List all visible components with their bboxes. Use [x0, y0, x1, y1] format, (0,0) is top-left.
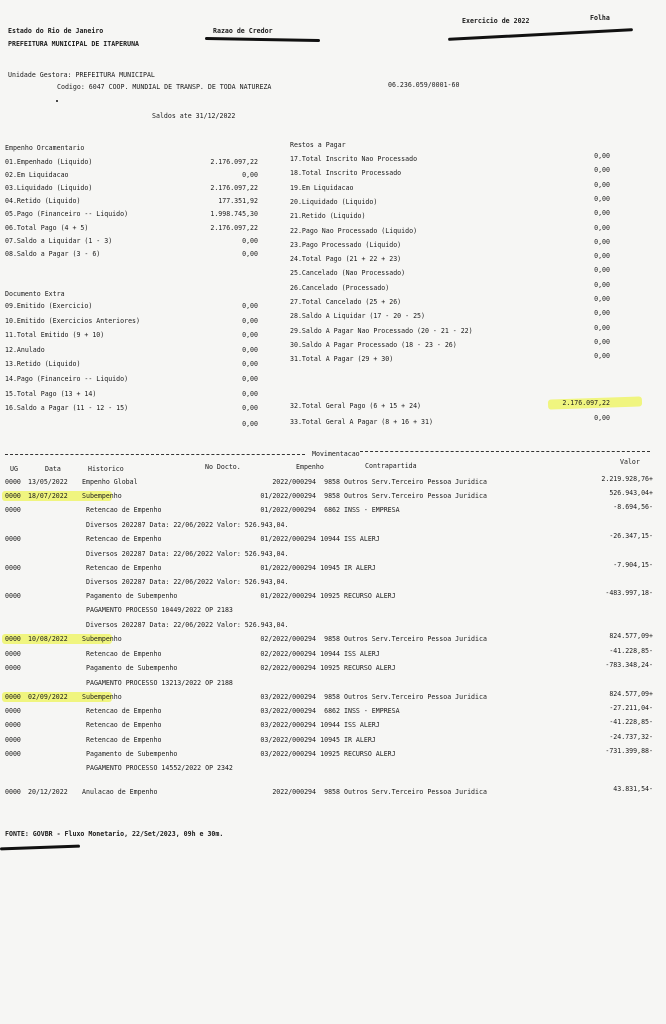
creditor-code: Codigo: 6047 COOP. MUNDIAL DE TRANSP. DE TODA NATUREZA	[57, 83, 272, 91]
restos-row-label: 29.Saldo A Pagar Nao Processado (20 - 21 - 22)	[290, 326, 473, 335]
row-valor: -483.997,18-	[605, 589, 653, 597]
row-ug: 0000	[5, 535, 21, 543]
empenho-row-value: 2.176.097,22	[210, 184, 258, 193]
row-code: 9858	[324, 492, 340, 500]
row-historico: Pagamento de Subempenho	[86, 664, 178, 672]
row-note: Diversos 202287 Data: 22/06/2022 Valor: 526.943,04.	[86, 521, 289, 529]
row-empenho: 03/2022/000294	[260, 750, 316, 758]
restos-row-value: 0,00	[594, 180, 610, 189]
col-data: Data	[45, 465, 61, 473]
empenho-row-label: 06.Total Pago (4 + 5)	[5, 223, 89, 232]
footer-stroke	[0, 845, 80, 851]
extra-row-label: 11.Total Emitido (9 + 10)	[5, 331, 105, 340]
extra-row-label: 16.Saldo a Pagar (11 - 12 - 15)	[5, 404, 129, 413]
extra-row-value: 0,00	[242, 375, 258, 383]
row-valor: 526.943,04+	[609, 489, 653, 497]
row-empenho: 02/2022/000294	[260, 664, 316, 672]
row-date: 20/12/2022	[28, 788, 68, 796]
restos-row-label: 20.Liquidado (Liquido)	[290, 197, 378, 206]
row-historico: Retencao de Empenho	[86, 721, 162, 729]
row-ug: 0000	[5, 721, 21, 729]
exercise-year: Exercicio de 2022	[462, 17, 530, 25]
signature-stroke	[205, 37, 320, 42]
row-ug: 0000	[5, 750, 21, 758]
row-note: Diversos 202287 Data: 22/06/2022 Valor: 526.943,04.	[86, 621, 289, 629]
empenho-section-title: Empenho Orcamentario	[5, 144, 85, 152]
empenho-row-value: 0,00	[242, 249, 258, 258]
col-ug: UG	[10, 465, 18, 473]
restos-row-label: 19.Em Liquidacao	[290, 183, 354, 192]
prefecture-name: PREFEITURA MUNICIPAL DE ITAPERUNA	[8, 40, 140, 48]
row-contrapartida: IR ALERJ	[344, 736, 376, 744]
row-empenho: 02/2022/000294	[260, 635, 316, 643]
row-date: 10/08/2022	[28, 635, 68, 643]
row-contrapartida: IR ALERJ	[344, 564, 376, 572]
restos-row-value: 0,00	[594, 309, 610, 318]
row-historico: Pagamento de Subempenho	[86, 750, 178, 758]
row-ug: 0000	[5, 736, 21, 744]
row-code: 10925	[320, 592, 340, 600]
row-historico: Retencao de Empenho	[86, 650, 162, 658]
empenho-row-label: 02.Em Liquidacao	[5, 171, 69, 180]
row-contrapartida: ISS ALERJ	[344, 535, 380, 543]
row-contrapartida: Outros Serv.Terceiro Pessoa Juridica	[344, 478, 487, 486]
restos-row-value: 0,00	[594, 252, 610, 261]
restos-row-label: 22.Pago Nao Processado (Liquido)	[290, 226, 418, 235]
bullet-dot	[56, 100, 58, 102]
row-empenho: 03/2022/000294	[260, 736, 316, 744]
total-pago-value: 2.176.097,22	[562, 399, 610, 407]
row-historico: Retencao de Empenho	[86, 736, 162, 744]
row-code: 6862	[324, 707, 340, 715]
extra-row-label: 10.Emitido (Exercicios Anteriores)	[5, 316, 140, 325]
row-ug: 0000	[5, 506, 21, 514]
empenho-row-value: 0,00	[242, 171, 258, 180]
row-code: 10944	[320, 535, 340, 543]
row-code: 10944	[320, 650, 340, 658]
row-valor: -7.904,15-	[613, 561, 653, 569]
row-empenho: 02/2022/000294	[260, 650, 316, 658]
row-historico: Retencao de Empenho	[86, 564, 162, 572]
restos-row-label: 26.Cancelado (Processado)	[290, 283, 390, 292]
row-ug: 0000	[5, 478, 21, 486]
empenho-row-label: 07.Saldo a Liquidar (1 - 3)	[5, 236, 113, 245]
row-code: 9858	[324, 635, 340, 643]
restos-row-value: 0,00	[594, 237, 610, 246]
restos-row-value: 0,00	[594, 323, 610, 332]
restos-row-label: 31.Total A Pagar (29 + 30)	[290, 355, 394, 364]
row-note: Diversos 202287 Data: 22/06/2022 Valor: 526.943,04.	[86, 550, 289, 558]
row-contrapartida: INSS - EMPRESA	[344, 506, 400, 514]
row-ug: 0000	[5, 707, 21, 715]
report-title: Razao de Credor	[213, 27, 273, 35]
col-valor: Valor	[620, 458, 640, 466]
row-code: 10925	[320, 750, 340, 758]
extra-row-value: 0,00	[242, 360, 258, 369]
empenho-row-label: 04.Retido (Liquido)	[5, 197, 81, 206]
restos-row-label: 28.Saldo A Liquidar (17 - 20 - 25)	[290, 312, 425, 321]
state-name: Estado do Rio de Janeiro	[8, 27, 104, 35]
row-contrapartida: Outros Serv.Terceiro Pessoa Juridica	[344, 492, 487, 500]
extra-row-value: 0,00	[242, 404, 258, 413]
row-valor: -41.228,85-	[609, 647, 653, 655]
restos-row-label: 30.Saldo A Pagar Processado (18 - 23 - 26)	[290, 340, 457, 349]
extra-last-value: 0,00	[242, 420, 258, 428]
row-ug: 0000	[5, 492, 21, 500]
row-ug: 0000	[5, 592, 21, 600]
row-contrapartida: RECURSO ALERJ	[344, 664, 396, 672]
extra-row-label: 13.Retido (Liquido)	[5, 360, 81, 369]
row-historico: Retencao de Empenho	[86, 707, 162, 715]
row-historico: Subempenho	[82, 492, 122, 500]
extra-row-value: 0,00	[242, 389, 258, 398]
empenho-row-label: 05.Pago (Financeiro -- Liquido)	[5, 210, 129, 219]
row-code: 10945	[320, 564, 340, 572]
empenho-row-value: 2.176.097,22	[210, 223, 258, 232]
row-valor: -26.347,15-	[609, 532, 653, 540]
row-code: 10944	[320, 721, 340, 729]
row-ug: 0000	[5, 693, 21, 701]
restos-row-label: 24.Total Pago (21 + 22 + 23)	[290, 255, 402, 264]
restos-row-value: 0,00	[594, 152, 610, 160]
empenho-row-label: 08.Saldo a Pagar (3 - 6)	[5, 249, 101, 258]
restos-row-label: 18.Total Inscrito Processado	[290, 169, 402, 178]
row-contrapartida: RECURSO ALERJ	[344, 592, 396, 600]
col-historico: Historico	[88, 465, 124, 473]
restos-section-title: Restos a Pagar	[290, 141, 346, 149]
row-valor: 824.577,09+	[609, 690, 653, 698]
row-valor: 824.577,09+	[609, 632, 653, 640]
row-code: 10945	[320, 736, 340, 744]
movement-title: Movimentacao	[312, 450, 360, 458]
row-empenho: 03/2022/000294	[260, 693, 316, 701]
row-ug: 0000	[5, 788, 21, 796]
empenho-row-value: 0,00	[242, 236, 258, 245]
row-code: 9858	[324, 788, 340, 796]
restos-row-value: 0,00	[594, 266, 610, 275]
col-contrapartida: Contrapartida	[365, 462, 417, 470]
row-historico: Anulacao de Empenho	[82, 788, 158, 796]
row-ug: 0000	[5, 650, 21, 658]
col-empenho: Empenho	[296, 463, 324, 471]
row-code: 10925	[320, 664, 340, 672]
total-apagar-value: 0,00	[594, 414, 610, 422]
restos-row-label: 21.Retido (Liquido)	[290, 212, 366, 221]
row-empenho: 01/2022/000294	[260, 492, 316, 500]
restos-row-label: 23.Pago Processado (Liquido)	[290, 240, 402, 249]
row-valor: -24.737,32-	[609, 733, 653, 741]
row-valor: -731.399,88-	[605, 747, 653, 755]
row-contrapartida: Outros Serv.Terceiro Pessoa Juridica	[344, 635, 487, 643]
creditor-cnpj: 06.236.059/0001-60	[388, 81, 460, 89]
restos-row-value: 0,00	[594, 166, 610, 175]
row-contrapartida: Outros Serv.Terceiro Pessoa Juridica	[344, 693, 487, 701]
row-empenho: 03/2022/000294	[260, 707, 316, 715]
extra-row-value: 0,00	[242, 302, 258, 310]
footer-source: FONTE: GOVBR - Fluxo Monetario, 22/Set/2023, 09h e 30m.	[5, 830, 224, 838]
row-date: 13/05/2022	[28, 478, 68, 486]
restos-row-label: 25.Cancelado (Nao Processado)	[290, 269, 406, 278]
extra-row-label: 12.Anulado	[5, 345, 45, 354]
restos-row-value: 0,00	[594, 352, 610, 361]
row-ug: 0000	[5, 635, 21, 643]
row-note: PAGAMENTO PROCESSO 10449/2022 OP 2183	[86, 606, 233, 614]
restos-row-value: 0,00	[594, 337, 610, 346]
restos-row-label: 17.Total Inscrito Nao Processado	[290, 155, 418, 163]
row-empenho: 01/2022/000294	[260, 592, 316, 600]
row-valor: -8.694,56-	[613, 503, 653, 511]
extra-row-label: 09.Emitido (Exercicio)	[5, 302, 93, 310]
row-note: Diversos 202287 Data: 22/06/2022 Valor: 526.943,04.	[86, 578, 289, 586]
row-historico: Subempenho	[82, 635, 122, 643]
row-note: PAGAMENTO PROCESSO 13213/2022 OP 2188	[86, 679, 233, 687]
restos-row-value: 0,00	[594, 280, 610, 289]
empenho-row-value: 177.351,92	[218, 197, 258, 206]
row-contrapartida: INSS - EMPRESA	[344, 707, 400, 715]
row-historico: Empenho Global	[82, 478, 138, 486]
row-empenho: 03/2022/000294	[260, 721, 316, 729]
row-code: 9858	[324, 693, 340, 701]
restos-row-value: 0,00	[594, 223, 610, 232]
extra-row-value: 0,00	[242, 316, 258, 325]
empenho-row-label: 01.Empenhado (Liquido)	[5, 158, 93, 166]
empenho-row-value: 1.998.745,30	[210, 210, 258, 219]
row-historico: Subempenho	[82, 693, 122, 701]
extra-row-label: 15.Total Pago (13 + 14)	[5, 389, 97, 398]
row-empenho: 2022/000294	[272, 788, 316, 796]
unidade-gestora: Unidade Gestora: PREFEITURA MUNICIPAL	[8, 71, 155, 79]
total-apagar-label: 33.Total Geral A Pagar (8 + 16 + 31)	[290, 418, 433, 426]
row-empenho: 01/2022/000294	[260, 506, 316, 514]
signature-stroke-2	[448, 28, 633, 41]
page-label: Folha	[590, 14, 610, 22]
row-contrapartida: Outros Serv.Terceiro Pessoa Juridica	[344, 788, 487, 796]
row-valor: 2.219.928,76+	[601, 475, 653, 483]
empenho-row-label: 03.Liquidado (Liquido)	[5, 184, 93, 193]
row-date: 02/09/2022	[28, 693, 68, 701]
row-valor: -41.228,85-	[609, 718, 653, 726]
row-note: PAGAMENTO PROCESSO 14552/2022 OP 2342	[86, 764, 233, 772]
extra-row-value: 0,00	[242, 345, 258, 354]
row-code: 9858	[324, 478, 340, 486]
empenho-row-value: 2.176.097,22	[210, 158, 258, 166]
saldos-date: Saldos ate 31/12/2022	[152, 112, 236, 120]
row-historico: Retencao de Empenho	[86, 535, 162, 543]
row-valor: -27.211,04-	[609, 704, 653, 712]
restos-row-label: 27.Total Cancelado (25 + 26)	[290, 298, 402, 306]
restos-row-value: 0,00	[594, 194, 610, 203]
extra-row-value: 0,00	[242, 331, 258, 340]
row-empenho: 2022/000294	[272, 478, 316, 486]
row-valor: -783.348,24-	[605, 661, 653, 669]
row-historico: Retencao de Empenho	[86, 506, 162, 514]
row-empenho: 01/2022/000294	[260, 535, 316, 543]
restos-row-value: 0,00	[594, 295, 610, 303]
col-doc: No Docto.	[205, 463, 241, 471]
row-date: 18/07/2022	[28, 492, 68, 500]
row-contrapartida: ISS ALERJ	[344, 721, 380, 729]
row-ug: 0000	[5, 664, 21, 672]
row-ug: 0000	[5, 564, 21, 572]
total-pago-label: 32.Total Geral Pago (6 + 15 + 24)	[290, 402, 422, 410]
movement-rule-right	[360, 451, 650, 452]
extra-row-label: 14.Pago (Financeiro -- Liquido)	[5, 375, 129, 383]
row-contrapartida: ISS ALERJ	[344, 650, 380, 658]
row-historico: Pagamento de Subempenho	[86, 592, 178, 600]
extra-section-title: Documento Extra	[5, 290, 65, 298]
row-valor: 43.831,54-	[613, 785, 653, 793]
row-contrapartida: RECURSO ALERJ	[344, 750, 396, 758]
restos-row-value: 0,00	[594, 209, 610, 218]
row-empenho: 01/2022/000294	[260, 564, 316, 572]
movement-rule-left	[5, 454, 305, 455]
row-code: 6862	[324, 506, 340, 514]
